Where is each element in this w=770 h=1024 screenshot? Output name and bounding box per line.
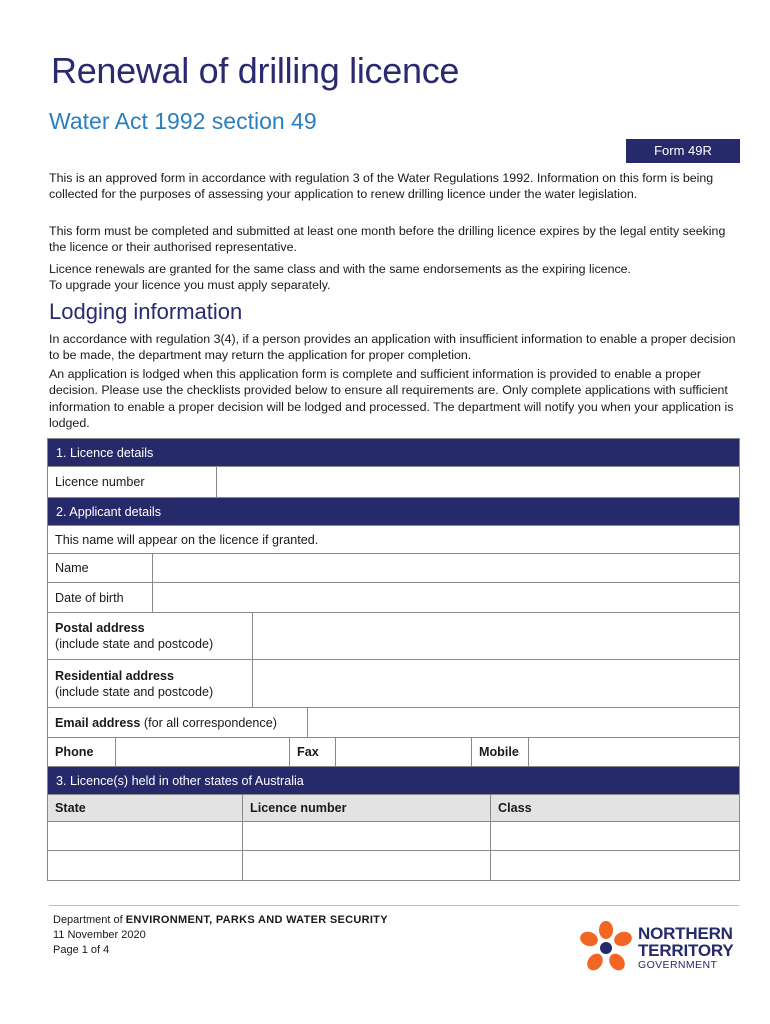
residential-address-label-cell (48, 660, 253, 707)
table-row (48, 851, 739, 881)
email-row (48, 708, 739, 738)
licence-number-cell[interactable] (243, 822, 491, 850)
logo-line-territory: TERRITORY (638, 941, 734, 960)
table-header-licence-number: Licence number (243, 795, 491, 821)
flower-icon (577, 920, 635, 976)
page-number: Page 1 of 4 (53, 944, 110, 956)
email-hint: (for all correspondence) (140, 715, 277, 730)
footer-info (53, 913, 388, 958)
postal-address-field[interactable] (253, 613, 739, 659)
postal-address-row (48, 613, 739, 660)
mobile-field[interactable] (529, 738, 739, 766)
postal-address-label-cell (48, 613, 253, 659)
licence-number-cell[interactable] (243, 851, 491, 880)
email-field[interactable] (308, 708, 739, 737)
fax-label: Fax (290, 738, 336, 766)
dob-label: Date of birth (48, 583, 153, 612)
department-name: ENVIRONMENT, PARKS AND WATER SECURITY (125, 914, 388, 926)
phone-field[interactable] (116, 738, 290, 766)
table-header-class: Class (498, 801, 532, 815)
table-header-row (48, 795, 739, 822)
page-subtitle: Water Act 1992 section 49 (49, 108, 317, 134)
class-cell[interactable] (491, 851, 739, 880)
lodging-paragraph-1: In accordance with regulation 3(4), if a person provides an application with insufficient information to enable a proper decision to be made, the department may return the application for proper completion. (49, 332, 736, 363)
logo-wordmark (638, 925, 734, 971)
licence-number-field[interactable] (217, 467, 739, 497)
fax-field[interactable] (336, 738, 472, 766)
section-applicant-details: 2. Applicant details (48, 498, 739, 526)
logo-line-government: GOVERNMENT (638, 959, 718, 971)
table-header-state: State (48, 795, 243, 821)
postal-address-label: Postal address (55, 621, 145, 635)
state-cell[interactable] (48, 851, 243, 880)
section-licence-details: 1. Licence details (48, 439, 739, 467)
intro-paragraph-3-line-2: To upgrade your licence you must apply separately. (49, 278, 331, 293)
mobile-label: Mobile (472, 738, 529, 766)
form-number-badge: Form 49R (626, 139, 740, 163)
licence-number-row (48, 467, 739, 498)
phone-label: Phone (48, 738, 116, 766)
name-field[interactable] (153, 554, 739, 582)
name-label: Name (48, 554, 153, 582)
footer-divider (49, 905, 739, 906)
intro-paragraph-1: This is an approved form in accordance with regulation 3 of the Water Regulations 1992. Information on this form is being collected for the purposes of assessing your application to renew drilling licence under the water legislation. (49, 171, 714, 202)
lodging-paragraph-2: An application is lodged when this application form is complete and sufficient information is provided to enable a proper decision. Please use the checklists provided below to ensure all requirements are. Only complete applications with sufficient information to enable a proper decision will be lodged and processed. The department will notify you when your application is lodged. (49, 367, 734, 431)
email-label-cell (48, 708, 308, 737)
name-row (48, 554, 739, 583)
nt-government-logo (577, 920, 742, 976)
department-line: Department of ENVIRONMENT, PARKS AND WATER SECURITY (53, 914, 388, 926)
application-form (47, 438, 740, 881)
state-cell[interactable] (48, 822, 243, 850)
class-cell[interactable] (491, 822, 739, 850)
footer-date: 11 November 2020 (53, 929, 146, 941)
dob-field[interactable] (153, 583, 739, 612)
postal-address-hint: (include state and postcode) (55, 637, 214, 651)
email-label: Email address (55, 715, 141, 730)
logo-line-northern: NORTHERN (638, 924, 733, 943)
licence-number-label: Licence number (48, 467, 217, 497)
contact-numbers-row (48, 738, 739, 767)
page-title: Renewal of drilling licence (51, 50, 460, 91)
residential-address-row (48, 660, 739, 708)
residential-address-hint: (include state and postcode) (55, 684, 214, 699)
intro-paragraph-3-line-1: Licence renewals are granted for the same class and with the same endorsements as the expiring licence. (49, 262, 631, 276)
residential-address-label: Residential address (55, 668, 174, 683)
applicant-note: This name will appear on the licence if granted. (48, 526, 739, 554)
lodging-heading: Lodging information (49, 299, 243, 324)
intro-paragraph-2: This form must be completed and submitted at least one month before the drilling licence expires by the legal entity seeking the licence or their authorised representative. (49, 224, 726, 255)
intro-paragraph-3 (49, 261, 739, 294)
dob-row (48, 583, 739, 613)
section-other-states-licences: 3. Licence(s) held in other states of Australia (48, 767, 739, 795)
residential-address-field[interactable] (253, 660, 739, 707)
table-row (48, 822, 739, 851)
